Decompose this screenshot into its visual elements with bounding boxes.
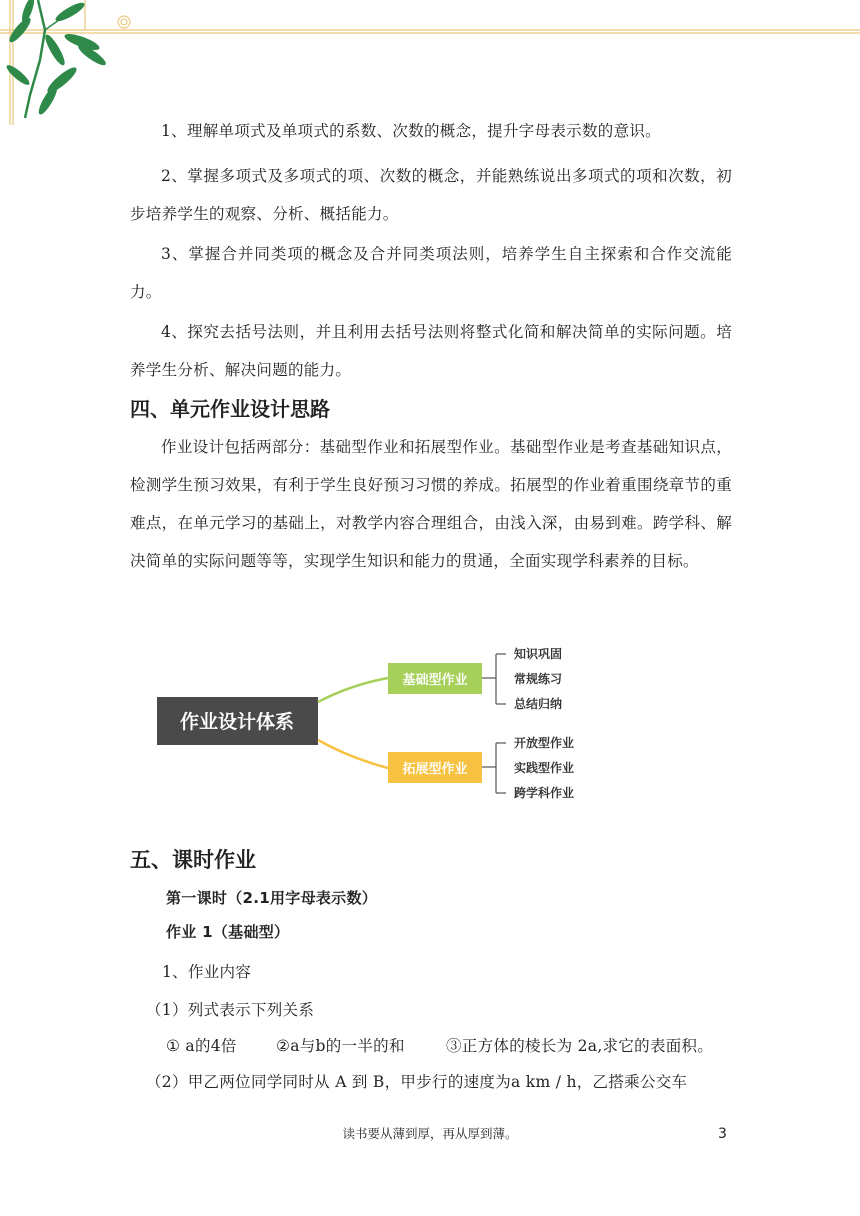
section-4-heading: 四、单元作业设计思路 — [130, 397, 330, 421]
section-4-body: 作业设计包括两部分：基础型作业和拓展型作业。基础型作业是考查基础知识点，检测学生预习效果，有利于学生良好预习习惯的养成。拓展型的作业着重围绕章节的重难点，在单元学习的基础上，对教学内容合理组合，由浅入深，由易到难。跨学科、解决简单的实际问题等等，实现学生知识和能力的贯通，全面实现学科素养的目标。 — [130, 438, 732, 570]
bamboo-corner-decoration — [0, 0, 860, 125]
diagram-item: 跨学科作业 — [514, 786, 575, 800]
homework-system-diagram — [150, 630, 610, 815]
diagram-item: 开放型作业 — [514, 736, 575, 750]
diagram-item: 总结归纳 — [514, 697, 563, 711]
diagram-item: 实践型作业 — [514, 761, 575, 775]
question-1-item-1: ① a的4倍 — [166, 1037, 237, 1055]
objective-1: 1、理解单项式及单项式的系数、次数的概念，提升字母表示数的意识。 — [161, 122, 661, 140]
question-1-item-2: ②a与b的一半的和 — [276, 1037, 405, 1055]
diagram-root-label: 作业设计体系 — [179, 711, 295, 733]
content-label: 1、作业内容 — [162, 963, 252, 981]
footer-motto: 读书要从薄到厚，再从厚到薄。 — [342, 1126, 518, 1141]
objective-3: 3、掌握合并同类项的概念及合并同类项法则，培养学生自主探索和合作交流能力。 — [130, 245, 732, 301]
diagram-branch-extended-label: 拓展型作业 — [402, 762, 468, 777]
diagram-item: 知识巩固 — [514, 647, 563, 661]
diagram-item: 常规练习 — [514, 672, 563, 686]
question-2: （2）甲乙两位同学同时从 A 到 B，甲步行的速度为a km / h，乙搭乘公交车 — [146, 1073, 688, 1091]
lesson-title: 第一课时（2.1用字母表示数） — [166, 889, 378, 907]
objective-2: 2、掌握多项式及多项式的项、次数的概念，并能熟练说出多项式的项和次数，初步培养学生的观察、分析、概括能力。 — [130, 167, 732, 223]
question-1: （1）列式表示下列关系 — [146, 1001, 315, 1019]
section-5-heading: 五、课时作业 — [130, 848, 256, 872]
page-number: 3 — [718, 1126, 727, 1142]
objective-4: 4、探究去括号法则，并且利用去括号法则将整式化简和解决简单的实际问题。培养学生分析、解决问题的能力。 — [130, 323, 732, 379]
diagram-branch-basic-label: 基础型作业 — [402, 673, 468, 688]
task-title: 作业 1（基础型） — [166, 923, 290, 941]
question-1-item-3: ③正方体的棱长为 2a,求它的表面积。 — [446, 1037, 714, 1055]
